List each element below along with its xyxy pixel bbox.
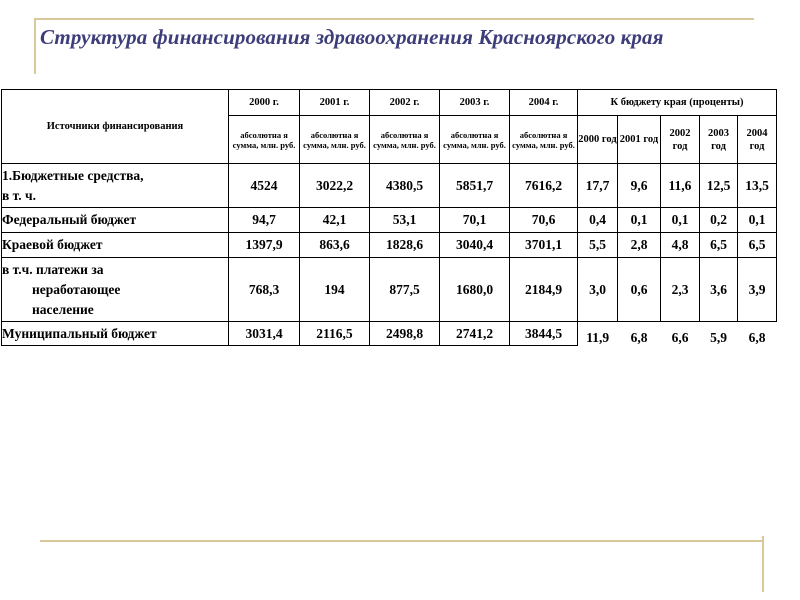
pct-header: К бюджету края (проценты) [578, 90, 777, 116]
row-label [2, 164, 229, 208]
abs-value: 94,7 [229, 208, 300, 233]
abs-year-header: 2000 г. [229, 90, 300, 116]
pct-value: 6,8 [748, 329, 766, 345]
pct-value: 9,6 [618, 164, 661, 208]
abs-value: 194 [300, 258, 370, 322]
abs-sub-header: абсолютна я сумма, млн. руб. [510, 116, 578, 164]
row-label-line: 1.Бюджетные средства, [2, 167, 144, 183]
row-label-line: в т. ч. [2, 187, 37, 203]
row-label-line: неработающее [32, 281, 121, 297]
abs-value: 3701,1 [510, 233, 578, 258]
table-row [2, 258, 777, 322]
abs-value: 4524 [229, 164, 300, 208]
abs-value: 1397,9 [229, 233, 300, 258]
page-title: Структура финансирования здравоохранения Красноярского края [40, 25, 664, 49]
abs-value: 2116,5 [300, 322, 370, 346]
abs-sub-header: абсолютна я сумма, млн. руб. [440, 116, 510, 164]
pct-value: 3,0 [578, 258, 618, 322]
decorative-line-top [34, 18, 754, 20]
pct-value: 6,5 [700, 233, 738, 258]
pct-value: 0,1 [618, 208, 661, 233]
row-label [2, 258, 229, 322]
pct-value: 0,1 [738, 208, 777, 233]
abs-value: 2741,2 [440, 322, 510, 346]
source-header: Источники финансирования [2, 90, 229, 164]
abs-value: 2498,8 [370, 322, 440, 346]
pct-value: 5,5 [578, 233, 618, 258]
abs-value: 1828,6 [370, 233, 440, 258]
pct-value: 12,5 [700, 164, 738, 208]
abs-value: 1680,0 [440, 258, 510, 322]
pct-value: 4,8 [661, 233, 700, 258]
abs-value: 4380,5 [370, 164, 440, 208]
abs-value: 3031,4 [229, 322, 300, 346]
abs-value: 5851,7 [440, 164, 510, 208]
pct-value: 2,8 [618, 233, 661, 258]
table-row [2, 208, 777, 233]
decorative-line-right [762, 536, 764, 592]
decorative-line-left [34, 18, 36, 74]
abs-value: 768,3 [229, 258, 300, 322]
abs-value: 2184,9 [510, 258, 578, 322]
pct-value: 0,6 [618, 258, 661, 322]
table-row [2, 322, 777, 346]
pct-value: 0,2 [700, 208, 738, 233]
pct-value: 6,6 [671, 329, 689, 345]
abs-year-header: 2003 г. [440, 90, 510, 116]
abs-value: 7616,2 [510, 164, 578, 208]
row-label: Муниципальный бюджет [2, 322, 229, 346]
abs-value: 3844,5 [510, 322, 578, 346]
pct-year-header: 2004 год [738, 116, 777, 164]
pct-value: 17,7 [578, 164, 618, 208]
row-label: Федеральный бюджет [2, 208, 229, 233]
row-label: Краевой бюджет [2, 233, 229, 258]
pct-year-header: 2001 год [618, 116, 661, 164]
abs-value: 70,6 [510, 208, 578, 233]
table-row [2, 233, 777, 258]
header-row-years [2, 90, 777, 116]
abs-sub-header: абсолютна я сумма, млн. руб. [229, 116, 300, 164]
pct-value: 5,9 [710, 329, 727, 345]
abs-year-header: 2001 г. [300, 90, 370, 116]
pct-value: 0,4 [578, 208, 618, 233]
pct-value: 0,1 [661, 208, 700, 233]
pct-year-header: 2000 год [578, 116, 618, 164]
pct-year-header: 2003 год [700, 116, 738, 164]
decorative-line-bottom [40, 540, 764, 542]
pct-year-header: 2002 год [661, 116, 700, 164]
pct-value: 2,3 [661, 258, 700, 322]
pct-value: 13,5 [738, 164, 777, 208]
abs-value: 3040,4 [440, 233, 510, 258]
abs-sub-header: абсолютна я сумма, млн. руб. [370, 116, 440, 164]
pct-value: 3,6 [700, 258, 738, 322]
abs-sub-header: абсолютна я сумма, млн. руб. [300, 116, 370, 164]
abs-value: 877,5 [370, 258, 440, 322]
pct-value: 6,5 [738, 233, 777, 258]
abs-value: 53,1 [370, 208, 440, 233]
abs-value: 863,6 [300, 233, 370, 258]
pct-value: 3,9 [738, 258, 777, 322]
abs-year-header: 2004 г. [510, 90, 578, 116]
pct-value: 6,8 [630, 329, 648, 345]
row-label-line: в т.ч. платежи за [2, 261, 104, 277]
abs-value: 3022,2 [300, 164, 370, 208]
abs-value: 70,1 [440, 208, 510, 233]
abs-value: 42,1 [300, 208, 370, 233]
row-label-line: население [32, 301, 94, 317]
pct-value: 11,6 [661, 164, 700, 208]
financing-table [1, 89, 777, 346]
abs-year-header: 2002 г. [370, 90, 440, 116]
pct-value: 11,9 [586, 329, 610, 345]
table-row [2, 164, 777, 208]
